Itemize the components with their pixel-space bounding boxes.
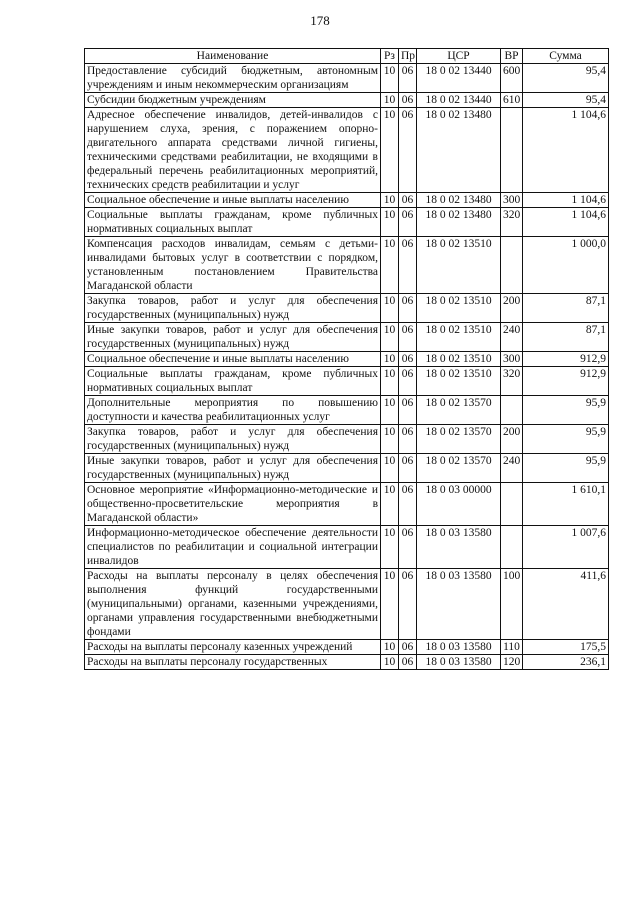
row-sum: 1 104,6 xyxy=(523,208,609,237)
row-name: Расходы на выплаты персоналу в целях обеспечения выполнения функций государственными (муниципальными) органами, казенными учреждениями, органами управления государственными внебюджетными фондами xyxy=(85,569,381,640)
row-sum: 95,4 xyxy=(523,93,609,108)
page-number: 178 xyxy=(310,13,330,28)
row-pr: 06 xyxy=(399,425,417,454)
row-rz: 10 xyxy=(381,655,399,670)
row-rz: 10 xyxy=(381,93,399,108)
table-row xyxy=(85,108,609,193)
row-vr: 600 xyxy=(501,64,523,93)
table-row xyxy=(85,569,609,640)
row-csr: 18 0 02 13510 xyxy=(417,367,501,396)
table-row xyxy=(85,294,609,323)
row-rz: 10 xyxy=(381,425,399,454)
row-csr: 18 0 02 13480 xyxy=(417,208,501,237)
row-sum: 175,5 xyxy=(523,640,609,655)
row-pr: 06 xyxy=(399,108,417,193)
row-pr: 06 xyxy=(399,655,417,670)
row-vr xyxy=(501,483,523,526)
row-sum: 1 610,1 xyxy=(523,483,609,526)
row-csr: 18 0 03 13580 xyxy=(417,526,501,569)
row-sum: 1 104,6 xyxy=(523,193,609,208)
row-name: Субсидии бюджетным учреждениям xyxy=(85,93,381,108)
table-row xyxy=(85,526,609,569)
row-sum: 1 000,0 xyxy=(523,237,609,294)
row-rz: 10 xyxy=(381,640,399,655)
row-rz: 10 xyxy=(381,237,399,294)
row-rz: 10 xyxy=(381,526,399,569)
row-vr: 200 xyxy=(501,294,523,323)
row-name: Информационно-методическое обеспечение деятельности специалистов по реабилитации и социальной интеграции инвалидов xyxy=(85,526,381,569)
row-rz: 10 xyxy=(381,193,399,208)
row-rz: 10 xyxy=(381,396,399,425)
row-pr: 06 xyxy=(399,569,417,640)
row-sum: 95,9 xyxy=(523,454,609,483)
row-name: Дополнительные мероприятия по повышению доступности и качества реабилитационных услуг xyxy=(85,396,381,425)
row-pr: 06 xyxy=(399,237,417,294)
row-pr: 06 xyxy=(399,367,417,396)
row-csr: 18 0 02 13510 xyxy=(417,237,501,294)
row-csr: 18 0 02 13570 xyxy=(417,425,501,454)
row-rz: 10 xyxy=(381,569,399,640)
row-vr: 100 xyxy=(501,569,523,640)
row-name: Иные закупки товаров, работ и услуг для обеспечения государственных (муниципальных) нужд xyxy=(85,454,381,483)
row-pr: 06 xyxy=(399,294,417,323)
row-name: Иные закупки товаров, работ и услуг для обеспечения государственных (муниципальных) нужд xyxy=(85,323,381,352)
row-rz: 10 xyxy=(381,323,399,352)
row-sum: 95,4 xyxy=(523,64,609,93)
row-name: Социальное обеспечение и иные выплаты населению xyxy=(85,352,381,367)
row-rz: 10 xyxy=(381,352,399,367)
row-sum: 95,9 xyxy=(523,425,609,454)
row-vr: 300 xyxy=(501,193,523,208)
row-name: Социальные выплаты гражданам, кроме публичных нормативных социальных выплат xyxy=(85,367,381,396)
row-pr: 06 xyxy=(399,93,417,108)
row-name: Закупка товаров, работ и услуг для обеспечения государственных (муниципальных) нужд xyxy=(85,425,381,454)
row-vr: 320 xyxy=(501,208,523,237)
row-sum: 1 007,6 xyxy=(523,526,609,569)
row-rz: 10 xyxy=(381,454,399,483)
row-vr: 120 xyxy=(501,655,523,670)
row-vr: 300 xyxy=(501,352,523,367)
row-csr: 18 0 02 13440 xyxy=(417,64,501,93)
row-rz: 10 xyxy=(381,483,399,526)
row-csr: 18 0 02 13510 xyxy=(417,352,501,367)
row-csr: 18 0 03 13580 xyxy=(417,655,501,670)
row-sum: 87,1 xyxy=(523,323,609,352)
row-pr: 06 xyxy=(399,483,417,526)
row-vr: 110 xyxy=(501,640,523,655)
row-csr: 18 0 03 13580 xyxy=(417,569,501,640)
table-row xyxy=(85,352,609,367)
row-csr: 18 0 02 13510 xyxy=(417,323,501,352)
row-pr: 06 xyxy=(399,323,417,352)
row-name: Адресное обеспечение инвалидов, детей-инвалидов с нарушением слуха, зрения, с поражением опорно-двигательного аппарата средствами личной гигиены, техническими средствами реабилитации, не входящими в федеральный перечень реабилитационных мероприятий, технических средств реабилитации и услуг xyxy=(85,108,381,193)
row-name: Расходы на выплаты персоналу государственных xyxy=(85,655,381,670)
table-row xyxy=(85,193,609,208)
row-csr: 18 0 02 13440 xyxy=(417,93,501,108)
row-csr: 18 0 02 13480 xyxy=(417,108,501,193)
row-name: Закупка товаров, работ и услуг для обеспечения государственных (муниципальных) нужд xyxy=(85,294,381,323)
row-pr: 06 xyxy=(399,352,417,367)
row-rz: 10 xyxy=(381,294,399,323)
row-vr xyxy=(501,237,523,294)
row-name: Компенсация расходов инвалидам, семьям с детьми-инвалидами бытовых услуг в соответствии с порядком, установленным постановлением Правительства Магаданской области xyxy=(85,237,381,294)
table-header-row xyxy=(85,49,609,64)
table-row xyxy=(85,64,609,93)
table-row xyxy=(85,425,609,454)
row-vr xyxy=(501,526,523,569)
row-csr: 18 0 03 00000 xyxy=(417,483,501,526)
row-pr: 06 xyxy=(399,396,417,425)
table-row xyxy=(85,323,609,352)
table-row xyxy=(85,237,609,294)
row-name: Основное мероприятие «Информационно-методические и общественно-просветительские мероприятия в Магаданской области» xyxy=(85,483,381,526)
row-vr xyxy=(501,396,523,425)
table-row xyxy=(85,640,609,655)
header-rz: Рз xyxy=(381,49,399,64)
row-name: Социальное обеспечение и иные выплаты населению xyxy=(85,193,381,208)
table-row xyxy=(85,483,609,526)
header-sum: Сумма xyxy=(523,49,609,64)
row-pr: 06 xyxy=(399,193,417,208)
row-pr: 06 xyxy=(399,526,417,569)
row-vr: 610 xyxy=(501,93,523,108)
row-name: Предоставление субсидий бюджетным, автономным учреждениям и иным некоммерческим организациям xyxy=(85,64,381,93)
row-pr: 06 xyxy=(399,454,417,483)
header-name: Наименование xyxy=(85,49,381,64)
table-row xyxy=(85,367,609,396)
row-rz: 10 xyxy=(381,367,399,396)
row-vr: 200 xyxy=(501,425,523,454)
row-name: Расходы на выплаты персоналу казенных учреждений xyxy=(85,640,381,655)
table-row xyxy=(85,454,609,483)
header-csr: ЦСР xyxy=(417,49,501,64)
table-row xyxy=(85,208,609,237)
row-vr: 320 xyxy=(501,367,523,396)
row-sum: 236,1 xyxy=(523,655,609,670)
row-csr: 18 0 02 13510 xyxy=(417,294,501,323)
row-csr: 18 0 02 13480 xyxy=(417,193,501,208)
row-name: Социальные выплаты гражданам, кроме публичных нормативных социальных выплат xyxy=(85,208,381,237)
table-row xyxy=(85,396,609,425)
row-pr: 06 xyxy=(399,208,417,237)
row-csr: 18 0 02 13570 xyxy=(417,454,501,483)
row-sum: 912,9 xyxy=(523,352,609,367)
row-rz: 10 xyxy=(381,208,399,237)
row-sum: 1 104,6 xyxy=(523,108,609,193)
row-csr: 18 0 02 13570 xyxy=(417,396,501,425)
row-sum: 411,6 xyxy=(523,569,609,640)
row-sum: 95,9 xyxy=(523,396,609,425)
row-rz: 10 xyxy=(381,64,399,93)
table-row xyxy=(85,655,609,670)
row-pr: 06 xyxy=(399,64,417,93)
row-pr: 06 xyxy=(399,640,417,655)
row-sum: 87,1 xyxy=(523,294,609,323)
table-body xyxy=(85,64,609,670)
row-sum: 912,9 xyxy=(523,367,609,396)
header-pr: Пр xyxy=(399,49,417,64)
row-vr xyxy=(501,108,523,193)
row-rz: 10 xyxy=(381,108,399,193)
header-vr: ВР xyxy=(501,49,523,64)
row-vr: 240 xyxy=(501,454,523,483)
budget-table xyxy=(84,48,609,670)
row-vr: 240 xyxy=(501,323,523,352)
table-row xyxy=(85,93,609,108)
row-csr: 18 0 03 13580 xyxy=(417,640,501,655)
